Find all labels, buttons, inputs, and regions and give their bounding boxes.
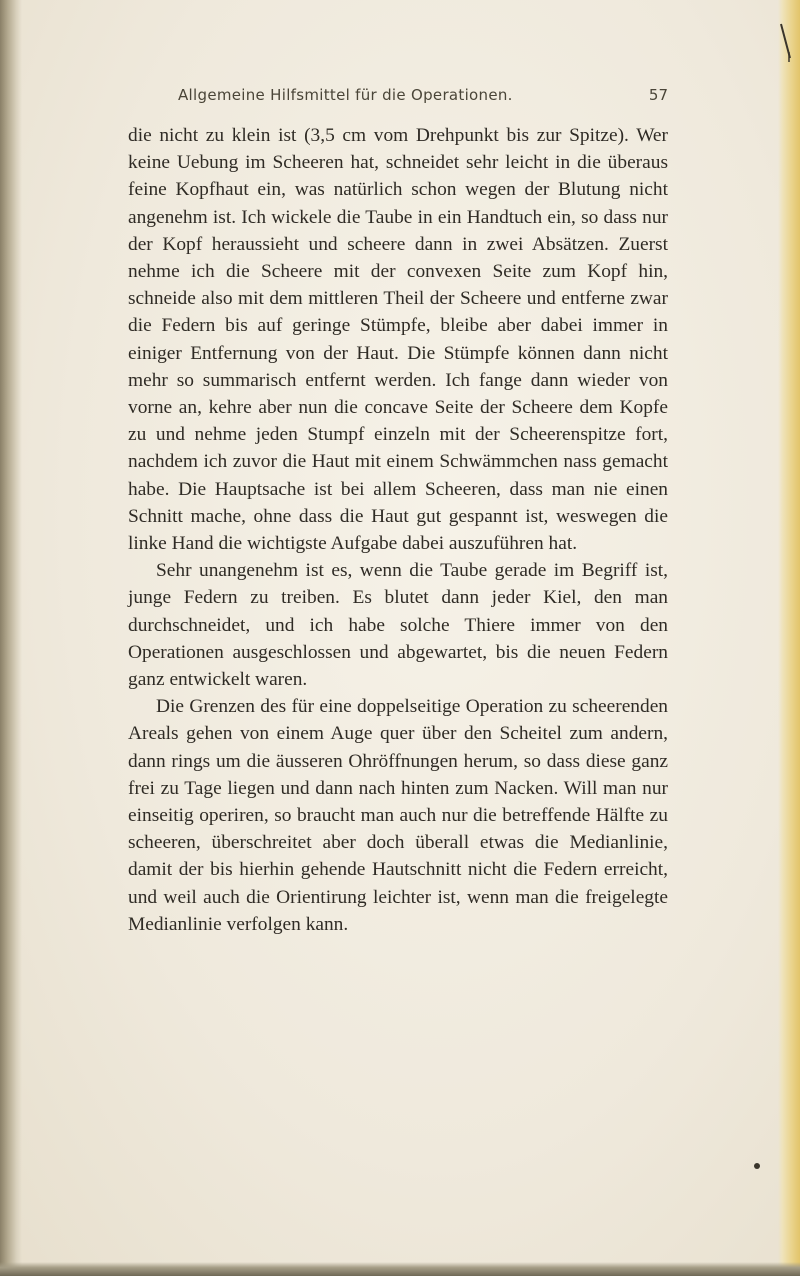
- paragraph-1: die nicht zu klein ist (3,5 cm vom Drehpunkt bis zur Spitze). Wer keine Uebung im Scheeren hat, schneidet sehr leicht in die überaus feine Kopfhaut ein, was natürlich schon wegen der Blutung nicht angenehm ist. Ich wickele die Taube in ein Handtuch ein, so dass nur der Kopf heraussieht und scheere dann in zwei Absätzen. Zuerst nehme ich die Scheere mit der convexen Seite zum Kopf hin, schneide also mit dem mittleren Theil der Scheere und entferne zwar die Federn bis auf geringe Stümpfe, bleibe aber dabei immer in einiger Entfernung von der Haut. Die Stümpfe können dann nicht mehr so summarisch entfernt werden. Ich fange dann wieder von vorne an, kehre aber nun die concave Seite der Scheere dem Kopfe zu und nehme jeden Stumpf einzeln mit der Scheerenspitze fort, nachdem ich zuvor die Haut mit einem Schwämmchen nass gemacht habe. Die Hauptsache ist bei allem Scheeren, dass man nie einen Schnitt mache, ohne dass die Haut gut gespannt ist, weswegen die linke Hand die wichtigste Aufgabe dabei auszuführen hat.: [128, 125, 668, 555]
- body-text: [128, 122, 668, 938]
- book-gutter-shadow: [0, 0, 22, 1276]
- page-number: 57: [648, 86, 668, 104]
- page-header: [128, 86, 668, 110]
- running-title: Allgemeine Hilfsmittel für die Operationen.: [178, 86, 513, 104]
- page-right-edge: [778, 0, 800, 1276]
- page-bottom-edge: [0, 1262, 800, 1276]
- ink-speck: [754, 1163, 760, 1169]
- paragraph-2: Sehr unangenehm ist es, wenn die Taube gerade im Begriff ist, junge Federn zu treiben. Es blutet dann jeder Kiel, den man durchschneidet, und ich habe solche Thiere immer von den Operationen ausgeschlossen und abgewartet, bis die neuen Federn ganz entwickelt waren.: [128, 560, 668, 691]
- paragraph-3: Die Grenzen des für eine doppelseitige Operation zu scheerenden Areals gehen von einem Auge quer über den Scheitel zum andern, dann rings um die äusseren Ohröffnungen herum, so dass diese ganz frei zu Tage liegen und dann nach hinten zum Nacken. Will man nur einseitig operiren, so braucht man auch nur die betreffende Hälfte zu scheeren, überschreitet aber doch überall etwas die Medianlinie, damit der bis hierhin gehende Hautschnitt nicht die Federn erreicht, und weil auch die Orientirung leichter ist, wenn man die freigelegte Medianlinie verfolgen kann.: [128, 696, 668, 935]
- corner-stroke-mark: [778, 22, 794, 62]
